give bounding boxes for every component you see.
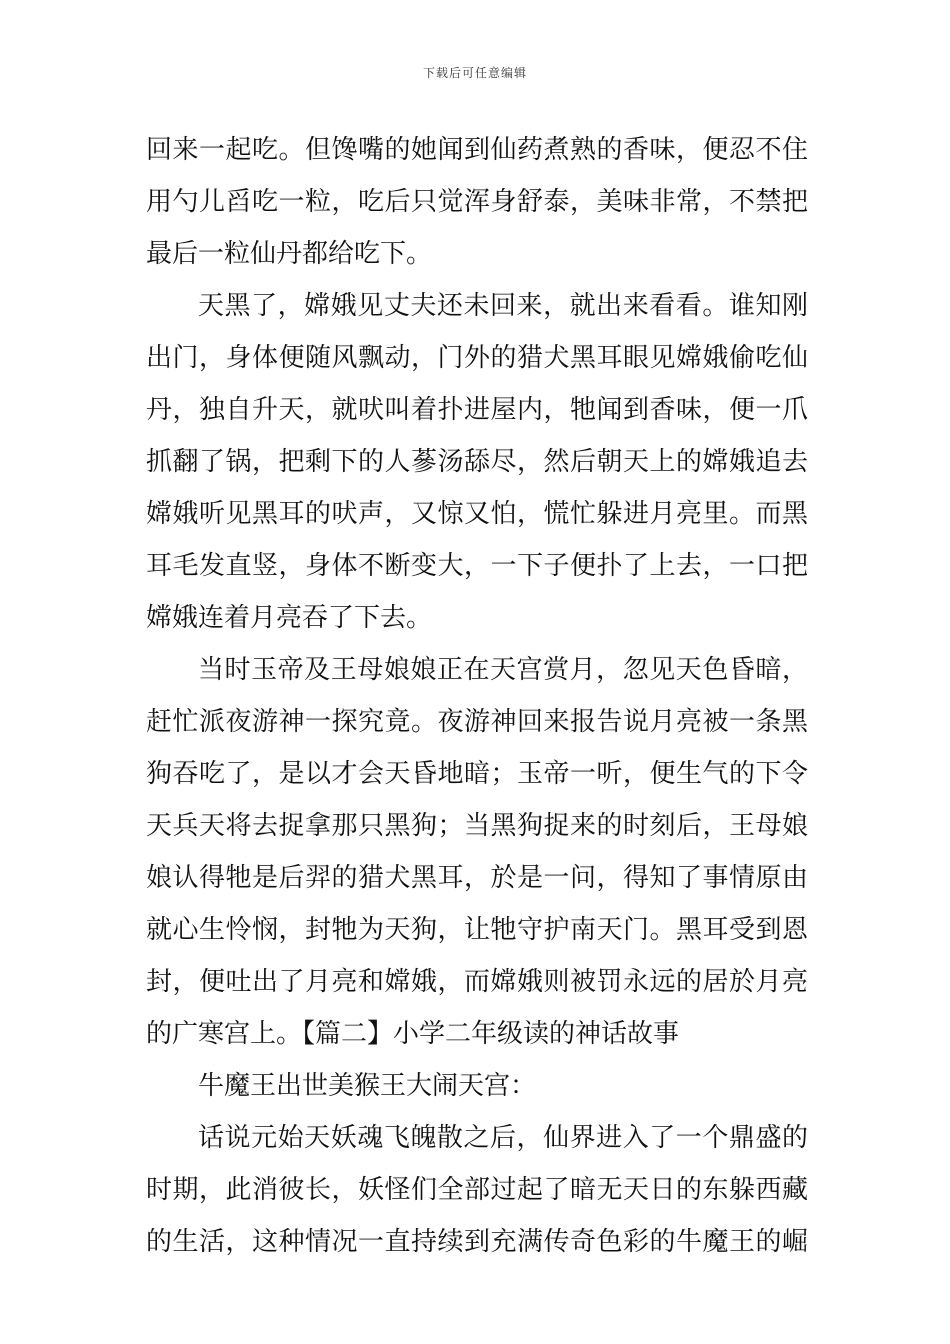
text-line: 当时玉帝及王母娘娘正在天宫赏月，忽见天色昏暗， [198, 655, 808, 685]
text-line: 用勺儿舀吃一粒，吃后只觉浑身舒泰，美味非常，不禁把 [146, 187, 808, 217]
text-line: 封，便吐出了月亮和嫦娥，而嫦娥则被罚永远的居於月亮 [146, 967, 808, 997]
text-line: 嫦娥听见黑耳的吠声，又惊又怕，慌忙躲进月亮里。而黑 [146, 499, 808, 529]
text-line: 时期，此消彼长，妖怪们全部过起了暗无天日的东躲西藏 [146, 1175, 808, 1205]
text-line: 丹，独自升天，就吠叫着扑进屋内，牠闻到香味，便一爪 [146, 395, 808, 425]
text-line: 的广寒宫上。【篇二】小学二年级读的神话故事 [146, 1019, 680, 1049]
text-line: 最后一粒仙丹都给吃下。 [146, 239, 433, 269]
document-body [146, 124, 808, 1268]
text-line: 狗吞吃了，是以才会天昏地暗；玉帝一听，便生气的下令 [146, 759, 808, 789]
text-line: 的生活，这种情况一直持续到充满传奇色彩的牛魔王的崛 [146, 1227, 808, 1257]
text-line: 耳毛发直竖，身体不断变大，一下子便扑了上去，一口把 [146, 551, 808, 581]
text-line: 天兵天将去捉拿那只黑狗；当黑狗捉来的时刻后，王母娘 [146, 811, 808, 841]
page-header-note: 下载后可任意编辑 [422, 66, 527, 80]
text-line: 抓翻了锅，把剩下的人蔘汤舔尽，然后朝天上的嫦娥追去 [146, 447, 808, 477]
text-line: 话说元始天妖魂飞魄散之后，仙界进入了一个鼎盛的 [198, 1123, 808, 1153]
text-line: 牛魔王出世美猴王大闹天宫： [198, 1071, 537, 1101]
text-line: 就心生怜悯，封牠为天狗，让牠守护南天门。黑耳受到恩 [146, 915, 808, 945]
text-line: 回来一起吃。但馋嘴的她闻到仙药煮熟的香味，便忍不住 [146, 135, 808, 165]
text-line: 娘认得牠是后羿的猎犬黑耳，於是一问，得知了事情原由 [146, 863, 808, 893]
text-line: 赶忙派夜游神一探究竟。夜游神回来报告说月亮被一条黑 [146, 707, 808, 737]
text-line: 出门，身体便随风飘动，门外的猎犬黑耳眼见嫦娥偷吃仙 [146, 343, 808, 373]
text-line: 天黑了，嫦娥见丈夫还未回来，就出来看看。谁知刚 [198, 291, 808, 321]
text-line: 嫦娥连着月亮吞了下去。 [146, 603, 433, 633]
